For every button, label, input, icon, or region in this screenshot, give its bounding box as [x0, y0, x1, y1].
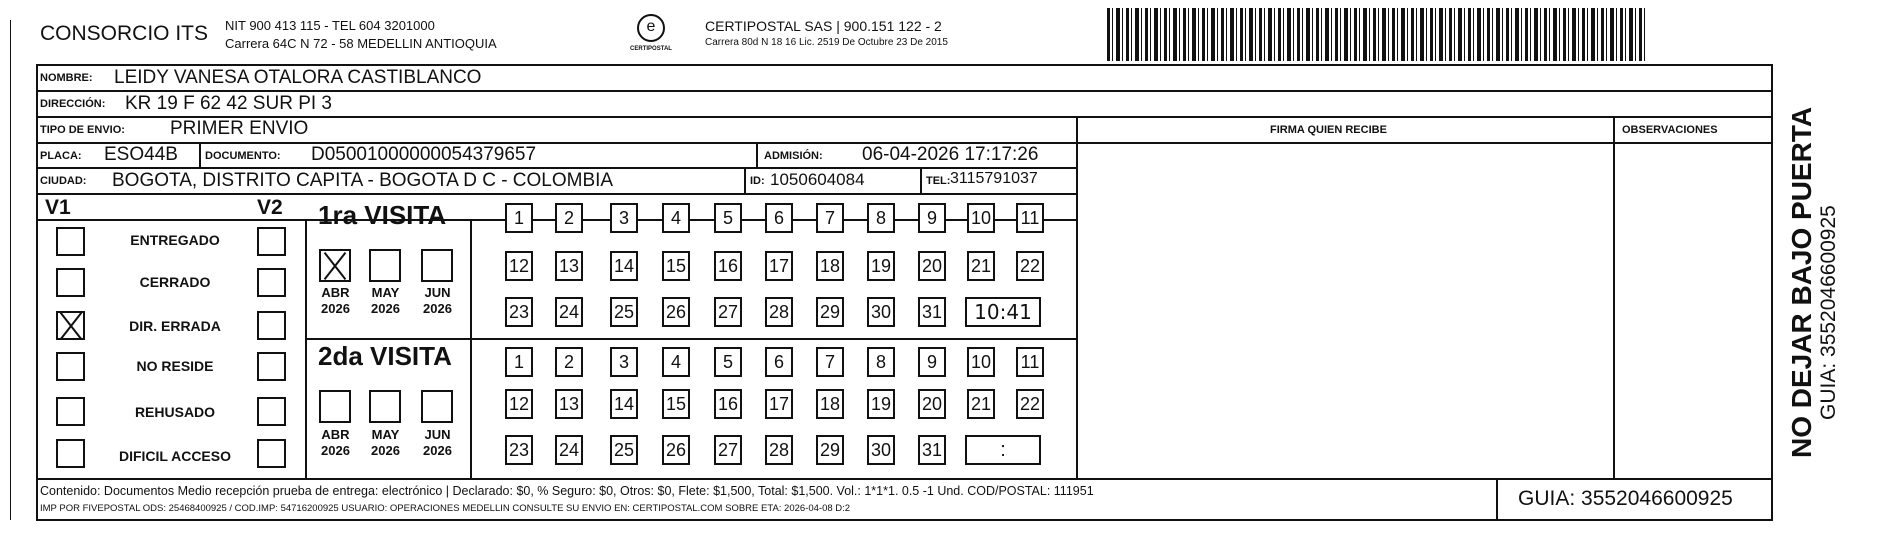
visit1-month-apr-label: ABR 2026 [321, 285, 350, 316]
day-box[interactable]: 16 [714, 389, 742, 419]
tracking-barcode [1107, 8, 1645, 61]
day-box[interactable]: 18 [816, 389, 844, 419]
recipient-name: LEIDY VANESA OTALORA CASTIBLANCO [114, 67, 482, 88]
day-box[interactable]: 6 [765, 203, 793, 233]
day-box[interactable]: 29 [816, 297, 844, 327]
option-label: REHUSADO [134, 404, 216, 420]
visit2-month-apr-checkbox[interactable] [319, 390, 351, 423]
day-box[interactable]: 7 [816, 347, 844, 377]
observations-area[interactable] [1617, 144, 1771, 476]
day-box[interactable]: 31 [918, 435, 946, 465]
option-label: CERRADO [139, 274, 211, 290]
day-box[interactable]: 5 [714, 203, 742, 233]
day-box[interactable]: 13 [555, 251, 583, 281]
day-box[interactable]: 18 [816, 251, 844, 281]
v2-checkbox-rehusado[interactable] [257, 397, 286, 426]
v1-checkbox-dificil-acceso[interactable] [56, 439, 85, 468]
day-box[interactable]: 20 [918, 251, 946, 281]
documento-value: D05001000000054379657 [311, 144, 537, 165]
v1-checkbox-rehusado[interactable] [56, 397, 85, 426]
day-box[interactable]: 21 [967, 251, 995, 281]
day-box[interactable]: 21 [967, 389, 995, 419]
day-box[interactable]: 27 [714, 297, 742, 327]
visit1-title: 1ra VISITA [318, 200, 447, 230]
visit1-month-may-label: MAY 2026 [371, 285, 400, 316]
envelope-icon: e [637, 14, 665, 42]
v1-checkbox-no-reside[interactable] [56, 352, 85, 381]
day-box[interactable]: 12 [505, 389, 533, 419]
admision-value: 06-04-2026 17:17:26 [862, 144, 1039, 165]
day-box[interactable]: 24 [555, 297, 583, 327]
day-box[interactable]: 4 [662, 203, 690, 233]
day-box[interactable]: 3 [610, 347, 638, 377]
visit2-month-may-label: MAY 2026 [371, 427, 400, 458]
day-box[interactable]: 1 [505, 347, 533, 377]
visit1-month-jun-checkbox[interactable] [421, 249, 453, 282]
day-box[interactable]: 30 [867, 435, 895, 465]
visit2-month-may-checkbox[interactable] [369, 390, 401, 423]
day-box[interactable]: 17 [765, 389, 793, 419]
day-box[interactable]: 22 [1016, 251, 1044, 281]
tipo-envio-label: TIPO DE ENVIO: [40, 124, 125, 136]
day-box[interactable]: 28 [765, 435, 793, 465]
day-box[interactable]: 2 [555, 347, 583, 377]
firma-header: FIRMA QUIEN RECIBE [1270, 124, 1387, 136]
certipostal-logo [628, 14, 674, 60]
day-box[interactable]: 5 [714, 347, 742, 377]
day-box[interactable]: 1 [505, 203, 533, 233]
visit2-title: 2da VISITA [318, 341, 452, 371]
direccion-label: DIRECCIÓN: [40, 98, 106, 110]
tel-label: TEL: [926, 175, 951, 187]
v1-label: V1 [45, 196, 71, 219]
carrier-address: Carrera 80d N 18 16 Lic. 2519 De Octubre 23 De 2015 [705, 37, 948, 48]
day-box[interactable]: 3 [610, 203, 638, 233]
day-box[interactable]: 11 [1016, 203, 1044, 233]
tipo-envio-value: PRIMER ENVIO [170, 118, 309, 139]
carrier-name: CERTIPOSTAL SAS | 900.151 122 - 2 [705, 18, 942, 34]
v1-checkbox-entregado[interactable] [56, 227, 85, 256]
print-details: IMP POR FIVEPOSTAL ODS: 25468400925 / COD.IMP: 54716200925 USUARIO: OPERACIONES MEDELLIN CONSULTE SU ENVIO EN: CERTIPOSTAL.COM SOBRE ETA: 2026-04-08 D:2 [40, 503, 851, 514]
day-box[interactable]: 27 [714, 435, 742, 465]
side-warning-text [1787, 107, 1841, 458]
day-box[interactable]: 31 [918, 297, 946, 327]
v2-checkbox-dificil-acceso[interactable] [257, 439, 286, 468]
day-box[interactable]: 4 [662, 347, 690, 377]
company-info-line-1: NIT 900 413 115 - TEL 604 3201000 [225, 18, 435, 33]
option-label: ENTREGADO [130, 232, 220, 248]
company-info-line-2: Carrera 64C N 72 - 58 MEDELLIN ANTIOQUIA [225, 36, 497, 51]
admision-label: ADMISIÓN: [764, 150, 823, 162]
day-box[interactable]: 19 [867, 389, 895, 419]
day-box[interactable]: 29 [816, 435, 844, 465]
documento-label: DOCUMENTO: [205, 150, 281, 162]
visit2-time-box[interactable]: : [965, 435, 1041, 465]
placa-label: PLACA: [40, 150, 82, 162]
day-box[interactable]: 14 [610, 251, 638, 281]
v2-checkbox-entregado[interactable] [257, 227, 286, 256]
no-dejar-bajo-puerta: NO DEJAR BAJO PUERTA [1786, 106, 1817, 458]
v2-label: V2 [257, 196, 283, 219]
day-box[interactable]: 19 [867, 251, 895, 281]
company-name: CONSORCIO ITS [40, 22, 209, 45]
day-box[interactable]: 28 [765, 297, 793, 327]
day-box[interactable]: 25 [610, 435, 638, 465]
day-box[interactable]: 16 [714, 251, 742, 281]
day-box[interactable]: 23 [505, 297, 533, 327]
v2-checkbox-no-reside[interactable] [257, 352, 286, 381]
day-box[interactable]: 10 [967, 347, 995, 377]
logo-caption: CERTIPOSTAL [630, 46, 672, 52]
visit1-month-may-checkbox[interactable] [369, 249, 401, 282]
recipient-address: KR 19 F 62 42 SUR PI 3 [125, 93, 332, 114]
day-box[interactable]: 15 [662, 251, 690, 281]
visit1-month-apr-checkbox[interactable] [319, 249, 351, 282]
day-box[interactable]: 8 [867, 347, 895, 377]
v1-checkbox-cerrado[interactable] [56, 268, 85, 297]
day-box[interactable]: 26 [662, 435, 690, 465]
day-box[interactable]: 26 [662, 297, 690, 327]
day-box[interactable]: 12 [505, 251, 533, 281]
visit2-month-jun-checkbox[interactable] [421, 390, 453, 423]
option-label: DIR. ERRADA [129, 318, 221, 334]
day-box[interactable]: 7 [816, 203, 844, 233]
day-box[interactable]: 17 [765, 251, 793, 281]
footer-guia: GUIA: 3552046600925 [1518, 487, 1733, 510]
day-box[interactable]: 15 [662, 389, 690, 419]
day-box[interactable]: 6 [765, 347, 793, 377]
day-box[interactable]: 11 [1016, 347, 1044, 377]
observaciones-header: OBSERVACIONES [1622, 124, 1718, 136]
day-box[interactable]: 13 [555, 389, 583, 419]
day-box[interactable]: 2 [555, 203, 583, 233]
id-value: 1050604084 [770, 170, 865, 189]
nombre-label: NOMBRE: [40, 72, 93, 84]
day-box[interactable]: 25 [610, 297, 638, 327]
v2-checkbox-dir-errada[interactable] [257, 311, 286, 340]
day-box[interactable]: 23 [505, 435, 533, 465]
day-box[interactable]: 30 [867, 297, 895, 327]
id-label: ID: [750, 175, 765, 187]
option-label: DIFICIL ACCESO [118, 448, 231, 464]
ciudad-label: CIUDAD: [40, 175, 87, 187]
day-box[interactable]: 10 [967, 203, 995, 233]
day-box[interactable]: 24 [555, 435, 583, 465]
day-box[interactable]: 9 [918, 347, 946, 377]
signature-area[interactable] [1080, 144, 1611, 476]
content-details: Contenido: Documentos Medio recepción prueba de entrega: electrónico | Declarado: $0, % Seguro: $0, Otros: $0, Flete: $1,500, Total: $1,500. Vol.: 1*1*1. 0.5 -1 Und. COD/POSTAL: 111951 [40, 484, 1094, 498]
day-box[interactable]: 20 [918, 389, 946, 419]
tel-value: 3115791037 [950, 170, 1038, 187]
day-box[interactable]: 14 [610, 389, 638, 419]
visit2-month-jun-label: JUN 2026 [423, 427, 452, 458]
day-box[interactable]: 9 [918, 203, 946, 233]
placa-value: ESO44B [104, 144, 178, 165]
visit2-month-apr-label: ABR 2026 [321, 427, 350, 458]
visit1-month-jun-label: JUN 2026 [423, 285, 452, 316]
day-box[interactable]: 8 [867, 203, 895, 233]
side-guia: GUIA: 3552046600925 [1817, 205, 1840, 420]
ciudad-value: BOGOTA, DISTRITO CAPITA - BOGOTA D C - COLOMBIA [112, 170, 614, 191]
visit1-time-box[interactable]: 10:41 [965, 297, 1041, 327]
option-label: NO RESIDE [136, 358, 214, 374]
v1-checkbox-dir-errada[interactable] [56, 311, 85, 340]
v2-checkbox-cerrado[interactable] [257, 268, 286, 297]
day-box[interactable]: 22 [1016, 389, 1044, 419]
